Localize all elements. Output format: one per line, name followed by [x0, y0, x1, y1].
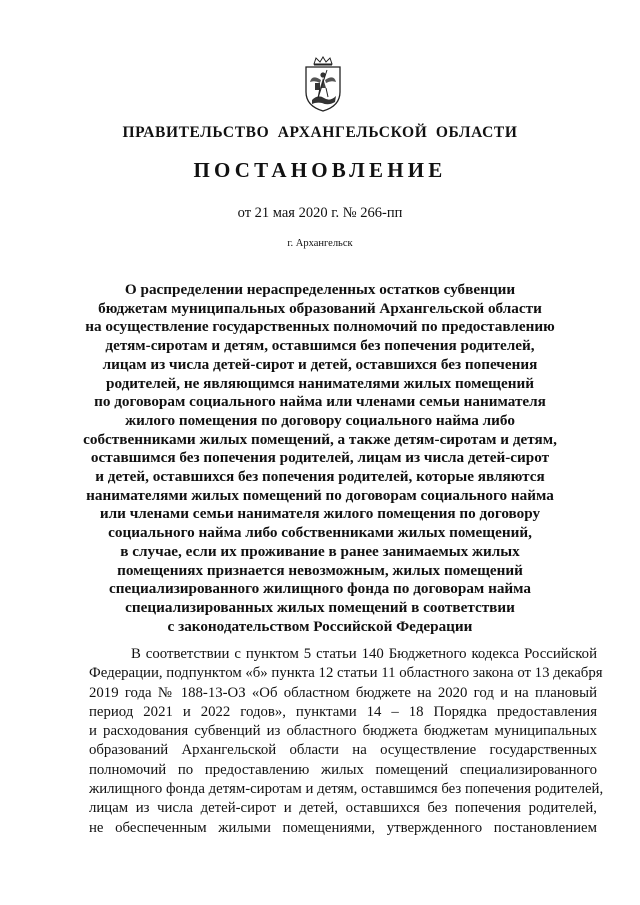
title-line: и детей, оставшихся без попечения родителей, которые являются	[95, 468, 545, 486]
body-line: лицам из числа детей-сирот и детей, оставшихся без попечения родителей,	[89, 800, 597, 817]
body-line: период 2021 и 2022 годов», пунктами 14 – 18 Порядка предоставления	[89, 703, 597, 720]
body-line: 2019 года № 188-13-ОЗ «Об областном бюджете на 2020 год и на плановый	[89, 684, 597, 701]
body-line: не обеспеченным жилыми помещениями, утвержденного постановлением	[89, 819, 597, 836]
title-line: в случае, если их проживание в ранее занимаемых жилых	[120, 542, 520, 560]
archangel-coat-of-arms-icon	[302, 56, 344, 112]
document-city: г. Архангельск	[287, 238, 353, 249]
title-line: на осуществление государственных полномочий по предоставлению	[85, 318, 555, 336]
title-line: нанимателями жилых помещений по договорам социального найма	[86, 486, 554, 504]
title-line: родителей, не являющимся нанимателями жилых помещений	[106, 374, 534, 392]
title-line: специализированных жилых помещений в соответствии	[125, 598, 515, 616]
title-line: бюджетам муниципальных образований Архангельской области	[98, 299, 542, 317]
government-name: ПРАВИТЕЛЬСТВО АРХАНГЕЛЬСКОЙ ОБЛАСТИ	[122, 124, 518, 141]
body-line: образований Архангельской области на осуществление государственных	[89, 742, 597, 759]
body-line: полномочий по предоставлению жилых помещений специализированного	[89, 761, 597, 778]
title-line: с законодательством Российской Федерации	[167, 617, 473, 635]
title-line: собственниками жилых помещений, а также детям-сиротам и детям,	[83, 430, 557, 448]
document-title	[60, 281, 580, 636]
document-type: ПОСТАНОВЛЕНИЕ	[193, 158, 447, 182]
document-body-paragraph	[89, 645, 604, 838]
title-line: специализированного жилищного фонда по договорам найма	[108, 580, 532, 598]
title-line: социального найма либо собственниками жилых помещений,	[108, 524, 532, 542]
title-line: оставшимся без попечения родителей, лицам из числа детей-сирот	[90, 449, 550, 467]
body-line: жилищного фонда детям-сиротам и детям, оставшимся без попечения родителей,	[89, 781, 604, 798]
title-line: жилого помещения по договору социального найма либо	[125, 411, 515, 429]
document-date-number: от 21 мая 2020 г. № 266-пп	[237, 205, 403, 221]
title-line: или членами семьи нанимателя жилого помещения по договору	[99, 505, 541, 523]
body-line: В соответствии с пунктом 5 статьи 140 Бюджетного кодекса Российской	[131, 646, 597, 662]
title-line: О распределении нераспределенных остатков субвенции	[124, 281, 516, 298]
title-line: детям-сиротам и детям, оставшимся без попечения родителей,	[105, 337, 535, 355]
title-line: лицам из числа детей-сирот и детей, оставшихся без попечения	[102, 355, 538, 373]
title-line: помещениях признается невозможным, жилых помещений	[117, 561, 523, 579]
title-line: по договорам социального найма или членами семьи нанимателя	[94, 393, 546, 411]
body-line: Федерации, подпунктом «б» пункта 12 статьи 11 областного закона от 13 декабря	[89, 665, 603, 682]
body-line: и расходования субвенций из областного бюджета бюджетам муниципальных	[89, 723, 597, 740]
